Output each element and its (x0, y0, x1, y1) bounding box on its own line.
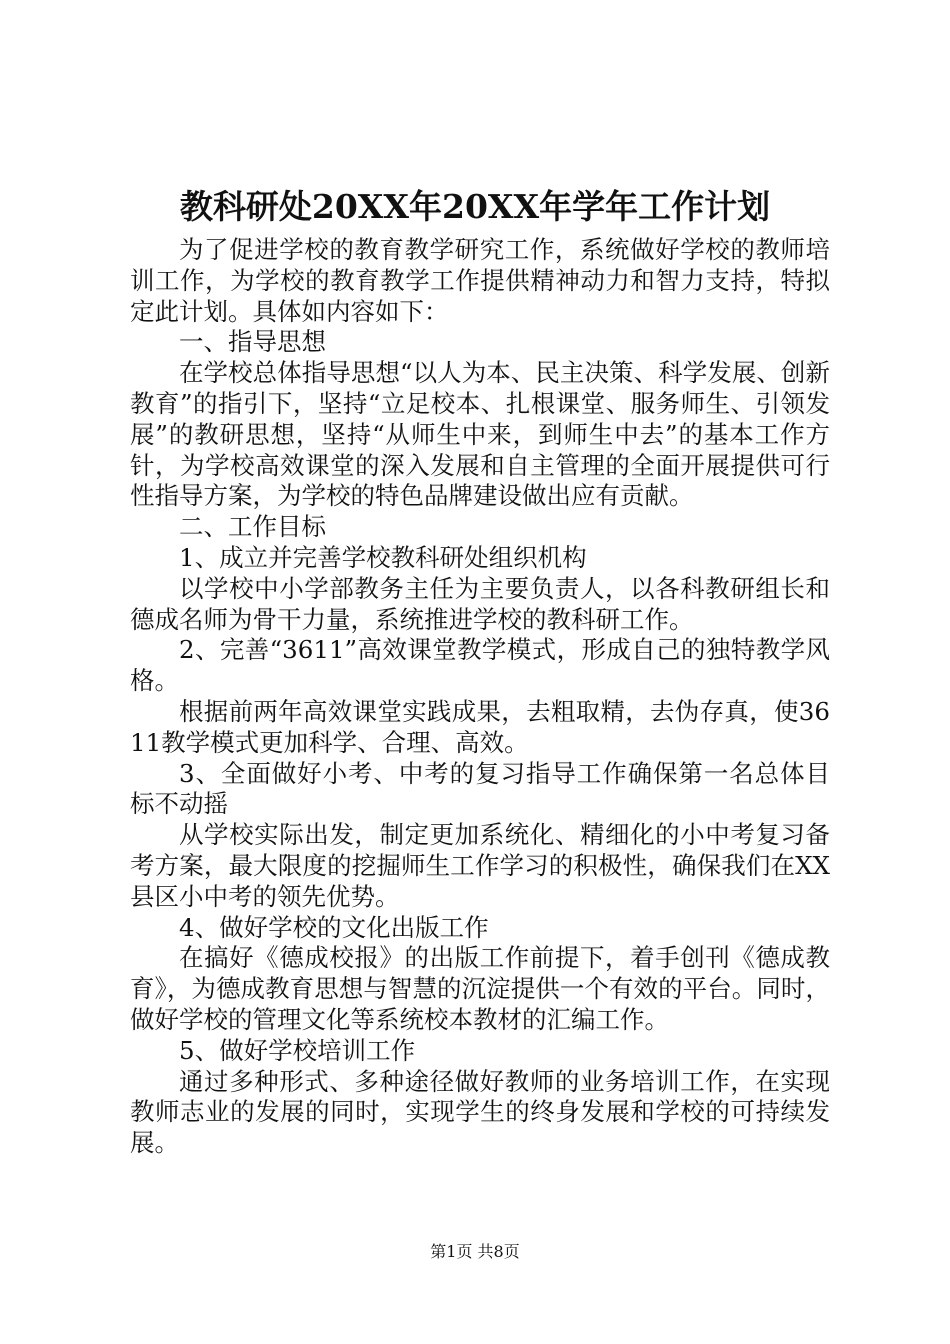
paragraph-goal-4: 在搞好《德成校报》的出版工作前提下，着手创刊《德成教育》，为德成教育思想与智慧的沉淀提供一个有效的平台。同时，做好学校的管理文化等系统校本教材的汇编工作。 (130, 943, 830, 1034)
subheading-goal-2: 2、完善“3611”高效课堂教学模式，形成自己的独特教学风格。 (130, 635, 830, 696)
heading-work-goals: 二、工作目标 (179, 512, 326, 542)
paragraph-goal-1: 以学校中小学部教务主任为主要负责人，以各科教研组长和德成名师为骨干力量，系统推进学校的教科研工作。 (130, 573, 830, 634)
subheading-goal-5: 5、做好学校培训工作 (179, 1035, 416, 1065)
paragraph-intro: 为了促进学校的教育教学研究工作，系统做好学校的教师培训工作，为学校的教育教学工作提供精神动力和智力支持，特拟定此计划。具体如内容如下： (130, 235, 830, 326)
subheading-goal-3: 3、全面做好小考、中考的复习指导工作确保第一名总体目标不动摇 (130, 758, 830, 819)
document-title: 教科研处20XX年20XX年学年工作计划 (179, 187, 771, 226)
subheading-goal-1: 1、成立并完善学校教科研处组织机构 (179, 542, 587, 572)
paragraph-goal-5: 通过多种形式、多种途径做好教师的业务培训工作，在实现教师志业的发展的同时，实现学生的终身发展和学校的可持续发展。 (130, 1066, 830, 1158)
subheading-goal-4: 4、做好学校的文化出版工作 (179, 912, 489, 942)
paragraph-goal-3: 从学校实际出发，制定更加系统化、精细化的小中考复习备考方案，最大限度的挖掘师生工作学习的积极性，确保我们在XX县区小中考的领先优势。 (130, 820, 830, 911)
paragraph-guiding-ideology: 在学校总体指导思想“以人为本、民主决策、科学发展、创新教育”的指引下，坚持“立足校本、扎根课堂、服务师生、引领发展”的教研思想，坚持“从师生中来，到师生中去”的基本工作方针，为学校高效课堂的深入发展和自主管理的全面开展提供可行性指导方案，为学校的特色品牌建设做出应有贡献。 (130, 358, 830, 511)
heading-guiding-ideology: 一、指导思想 (179, 327, 326, 357)
document-body (130, 235, 830, 1159)
paragraph-goal-2: 根据前两年高效课堂实践成果，去粗取精，去伪存真，使3611教学模式更加科学、合理、高效。 (130, 696, 830, 757)
page-number-footer: 第1页 共8页 (430, 1242, 520, 1261)
